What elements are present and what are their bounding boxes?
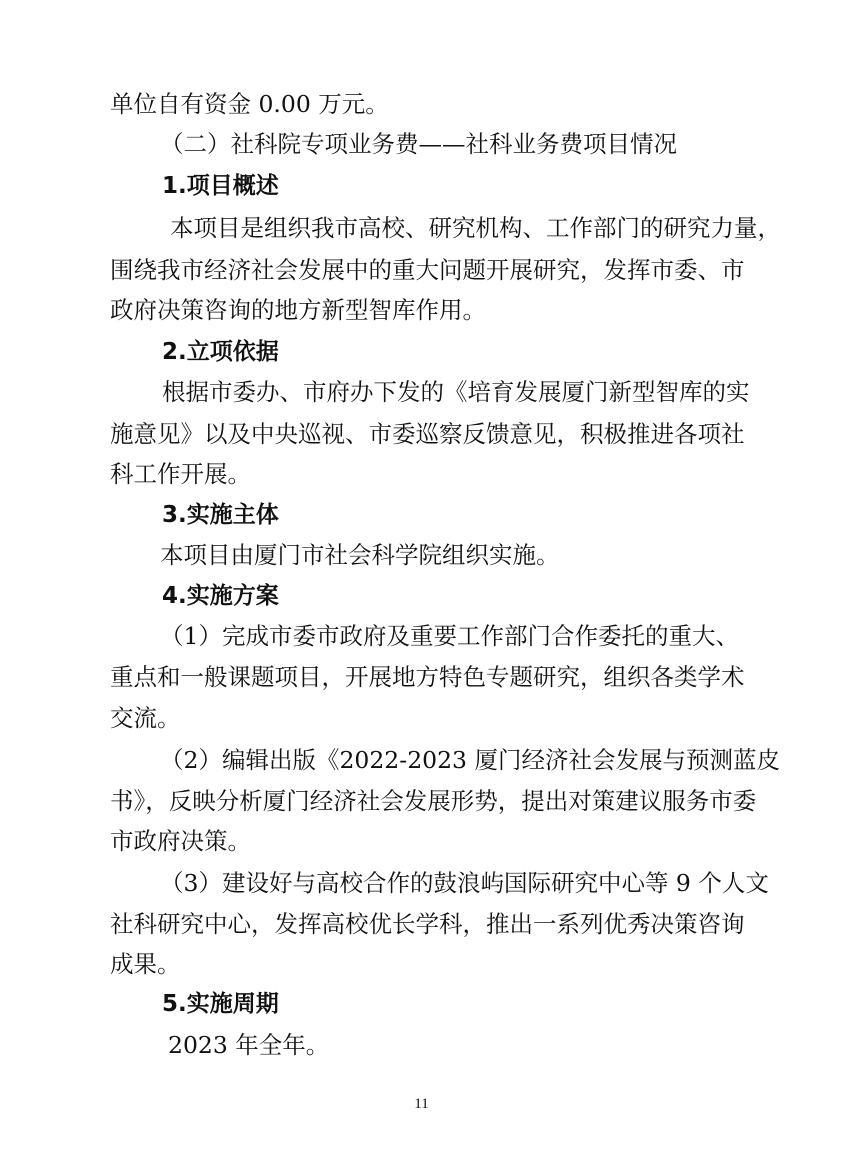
text-line-overview-1: 本项目是组织我市高校、研究机构、工作部门的研究力量， [170,214,781,242]
text-line-funding: 单位自有资金 0.00 万元。 [110,90,389,118]
text-line-plan-3: 交流。 [110,704,181,732]
text-line-plan-8: 社科研究中心，发挥高校优长学科，推出一系列优秀决策咨询 [110,910,745,938]
text-line-basis-2: 施意见》以及中央巡视、市委巡察反馈意见，积极推进各项社 [110,420,745,448]
text-line-implementer: 本项目由厦门市社会科学院组织实施。 [160,541,560,569]
text-line-period: 2023 年全年。 [168,1031,330,1059]
heading-plan: 4.实施方案 [162,583,279,609]
heading-period: 5.实施周期 [162,991,279,1017]
text-line-plan-5: 书》，反映分析厦门经济社会发展形势，提出对策建议服务市委 [110,787,757,815]
text-line-plan-2: 重点和一般课题项目，开展地方特色专题研究，组织各类学术 [110,663,745,691]
text-line-plan-6: 市政府决策。 [110,827,251,855]
heading-implementer: 3.实施主体 [162,502,279,528]
text-line-plan-7: （3）建设好与高校合作的鼓浪屿国际研究中心等 9 个人文 [160,869,769,897]
heading-basis: 2.立项依据 [162,339,279,365]
text-line-overview-3: 政府决策咨询的地方新型智库作用。 [110,296,486,324]
page-number: 11 [414,1096,429,1112]
text-line-plan-4: （2）编辑出版《2022-2023 厦门经济社会发展与预测蓝皮 [160,746,780,774]
text-line-plan-9: 成果。 [110,950,181,978]
section-heading-project: （二）社科院专项业务费——社科业务费项目情况 [160,130,677,158]
text-line-basis-3: 科工作开展。 [110,460,251,488]
text-line-plan-1: （1）完成市委市政府及重要工作部门合作委托的重大、 [160,622,739,650]
text-line-basis-1: 根据市委办、市府办下发的《培育发展厦门新型智库的实 [162,378,750,406]
text-line-overview-2: 围绕我市经济社会发展中的重大问题开展研究，发挥市委、市 [110,256,745,284]
heading-overview: 1.项目概述 [162,173,279,199]
